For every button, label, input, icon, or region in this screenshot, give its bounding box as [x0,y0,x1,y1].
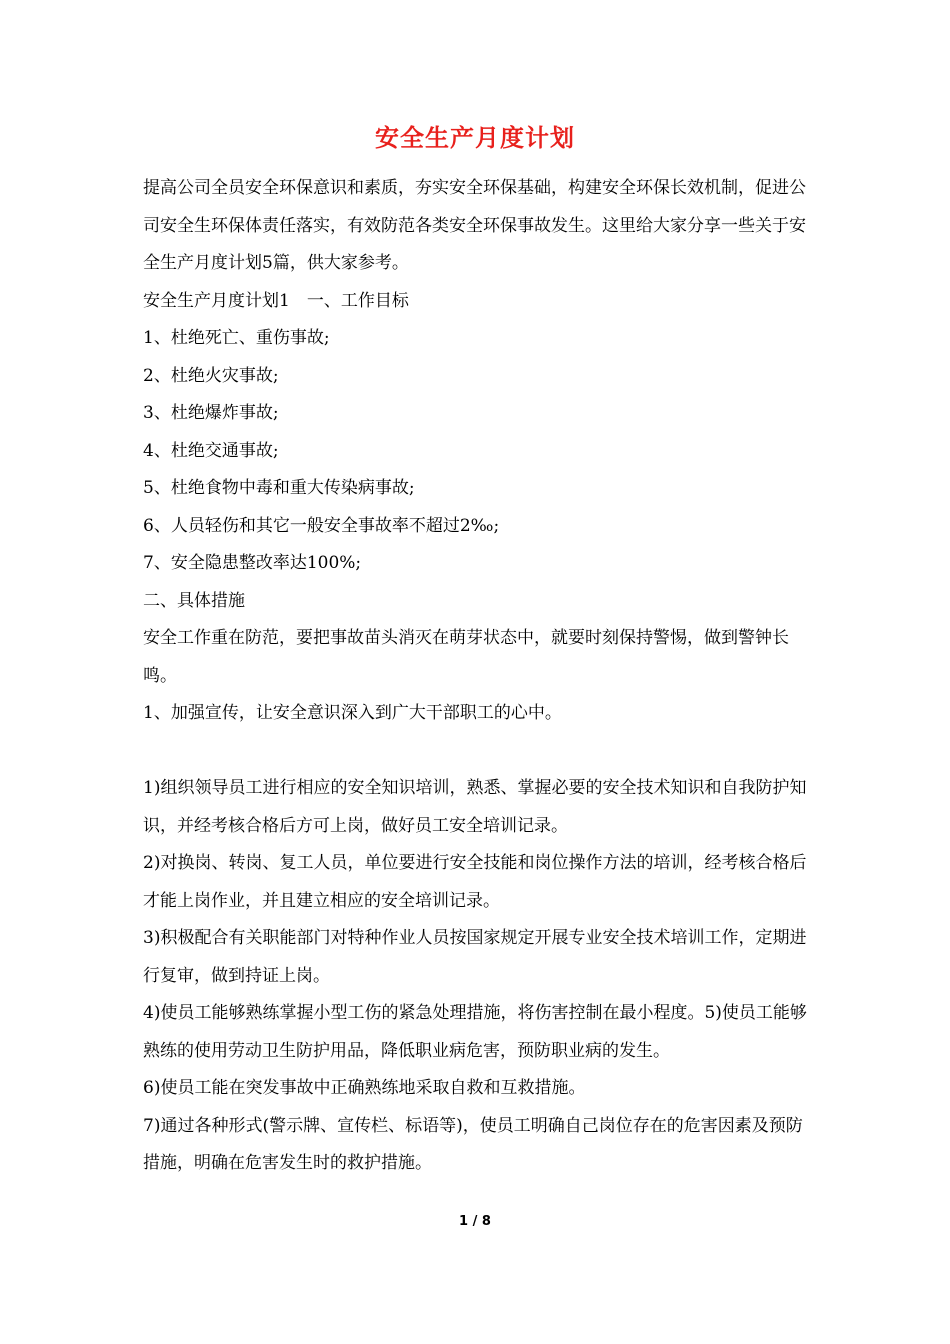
measure-item: 2)对换岗、转岗、复工人员，单位要进行安全技能和岗位操作方法的培训，经考核合格后才能上岗作业，并且建立相应的安全培训记录。 [143,853,807,911]
measure-item: 6)使员工能在突发事故中正确熟练地采取自救和互救措施。 [143,1078,586,1098]
list-item: 6、人员轻伤和其它一般安全事故率不超过2‰; [143,515,500,536]
list-item: 2、杜绝火灾事故; [143,365,279,386]
list-item: 5、杜绝食物中毒和重大传染病事故; [143,478,415,498]
blank-line [143,733,813,771]
list-item: 7、安全隐患整改率达100%; [143,553,362,573]
measure-item: 1)组织领导员工进行相应的安全知识培训，熟悉、掌握必要的安全技术知识和自我防护知识，并经考核合格后方可上岗，做好员工安全培训记录。 [143,778,807,836]
section-heading: 二、具体措施 [143,590,245,611]
page-indicator: 1 / 8 [459,1214,491,1229]
body-paragraph: 安全工作重在防范，要把事故苗头消灭在萌芽状态中，就要时刻保持警惕，做到警钟长鸣。 [143,628,789,686]
measure-item: 4)使员工能够熟练掌握小型工伤的紧急处理措施，将伤害控制在最小程度。5)使员工能够熟练的使用劳动卫生防护用品，降低职业病危害，预防职业病的发生。 [143,1003,807,1061]
intro-paragraph: 提高公司全员安全环保意识和素质，夯实安全环保基础，构建安全环保长效机制，促进公司安全生环保体责任落实，有效防范各类安全环保事故发生。这里给大家分享一些关于安全生产月度计划5篇，供大家参考。 [143,178,806,273]
document-body [143,170,813,1183]
sub-heading: 1、加强宣传，让安全意识深入到广大干部职工的心中。 [143,703,562,723]
section-heading: 安全生产月度计划1 一、工作目标 [143,290,409,311]
document-title: 安全生产月度计划 [375,123,575,152]
list-item: 4、杜绝交通事故; [143,440,279,461]
list-item: 3、杜绝爆炸事故; [143,403,279,423]
measure-item: 3)积极配合有关职能部门对特种作业人员按国家规定开展专业安全技术培训工作，定期进行复审，做到持证上岗。 [143,928,807,986]
list-item: 1、杜绝死亡、重伤事故; [143,328,330,348]
measure-item: 7)通过各种形式(警示牌、宣传栏、标语等)，使员工明确自己岗位存在的危害因素及预防措施，明确在危害发生时的救护措施。 [143,1115,803,1173]
